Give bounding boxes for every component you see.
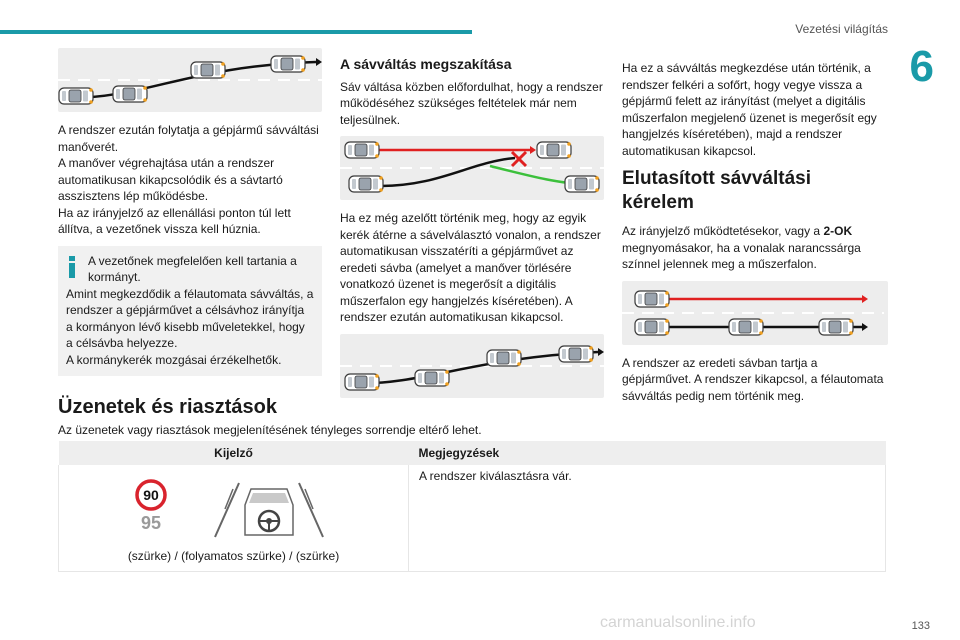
chapter-number: 6 [909,42,934,91]
car-icon [537,142,571,158]
car-icon [345,374,379,390]
lane-assist-car-icon [215,483,323,537]
car-icon [819,319,853,335]
car-icon [487,350,521,366]
paragraph: Ha ez a sávváltás megkezdése után történik, a rendszer felkéri a sofőrt, hogy vegye vissza a gépjármű felett az irányítást (melyet a digitális műszerfalon megjelenő üzenet is megerősít egy hangjelzés kíséretében), majd a rendszer automatikusan kikapcsol. [622,61,877,158]
header-title: Vezetési világítás [795,22,888,36]
speed-limit-value: 90 [142,487,159,503]
watermark: carmanualsonline.info [600,614,756,631]
page-number: 133 [911,620,930,632]
speed-limit-icon [137,481,165,533]
info-text: A vezetőnek megfelelően kell tartania a kormányt. [88,253,297,284]
car-icon [59,88,93,104]
messages-title: Üzenetek és riasztások [58,396,278,418]
car-icon [729,319,763,335]
car-icon [345,142,379,158]
column-right [622,60,888,404]
return-to-lane-figure [340,334,604,398]
display-cell [59,465,409,572]
car-icon [635,319,669,335]
paragraph: Sáv váltása közben előfordulhat, hogy a rendszer működéséhez szükséges feltételek már nem teljesülnek. [340,79,603,127]
column-middle [340,56,604,408]
car-icon [191,62,225,78]
car-icon [565,176,599,192]
paragraph: Ha ez még azelőtt történik meg, hogy az egyik kerék átérne a sávelválasztó vonalon, a rendszer automatikusan visszatéríti a gépjárművet az eredeti sávba (amelyet a manőver törlésére vonatkozó üzenet is megerősít a digitális műszerfalon egy hangjelzés kíséretében). A rendszer ezután automatikusan kikapcsol. [340,211,601,324]
info-box [58,246,322,377]
top-accent-bar [0,30,472,34]
current-speed-value: 95 [140,513,161,533]
table-header-row [59,441,886,465]
paragraph: Az irányjelző működtetésekor, vagy a 2-OK megnyomásakor, ha a vonalak narancssárga színnel jelennek meg a műszerfalon. [622,224,861,271]
messages-table [58,441,886,572]
car-icon [113,86,147,102]
car-icon [559,346,593,362]
paragraph: A rendszer ezután folytatja a gépjármű sávváltási manőverét. [58,123,319,154]
car-icon [415,370,449,386]
info-text: A kormánykerék mozgásai érzékelhetők. [66,352,282,367]
paragraph: A rendszer az eredeti sávban tartja a gépjárművet. A rendszer kikapcsol, a félautomata sávváltás pedig nem történik meg. [622,355,884,403]
info-icon [67,256,77,278]
display-caption: (szürke) / (folyamatos szürke) / (szürke) [127,549,340,563]
table-row [59,465,886,572]
car-icon [271,56,305,72]
car-icon [349,176,383,192]
rejected-lane-change-figure [622,281,888,345]
lane-change-figure [58,48,322,112]
column-left [58,48,322,376]
dashboard-display-icon [129,479,339,545]
car-icon [635,291,669,307]
messages-intro: Az üzenetek vagy riasztások megjelenítésének tényleges sorrendje eltérő lehet. [58,423,482,437]
section-heading: Elutasított sávváltási kérelem [622,168,812,213]
paragraph: A manőver végrehajtása után a rendszer automatikusan kikapcsolódik és a sávtartó asszisztens lép működésbe. [58,156,283,203]
section-heading: A sávváltás megszakítása [340,56,512,72]
info-text: Amint megkezdődik a félautomata sávváltás, a rendszer a gépjárművet a célsávhoz irányítja a kormányon lévő kisebb műveletekkel, hogy a célsávba helyezze. [66,286,314,350]
abort-lane-change-figure [340,136,604,200]
column-header-display: Kijelző [59,441,409,465]
paragraph: Ha az irányjelző az ellenállási ponton túl lett állítva, a vezetőnek vissza kell húznia. [58,205,291,236]
notes-cell: A rendszer kiválasztásra vár. [409,465,886,572]
column-header-notes: Megjegyzések [409,441,886,465]
